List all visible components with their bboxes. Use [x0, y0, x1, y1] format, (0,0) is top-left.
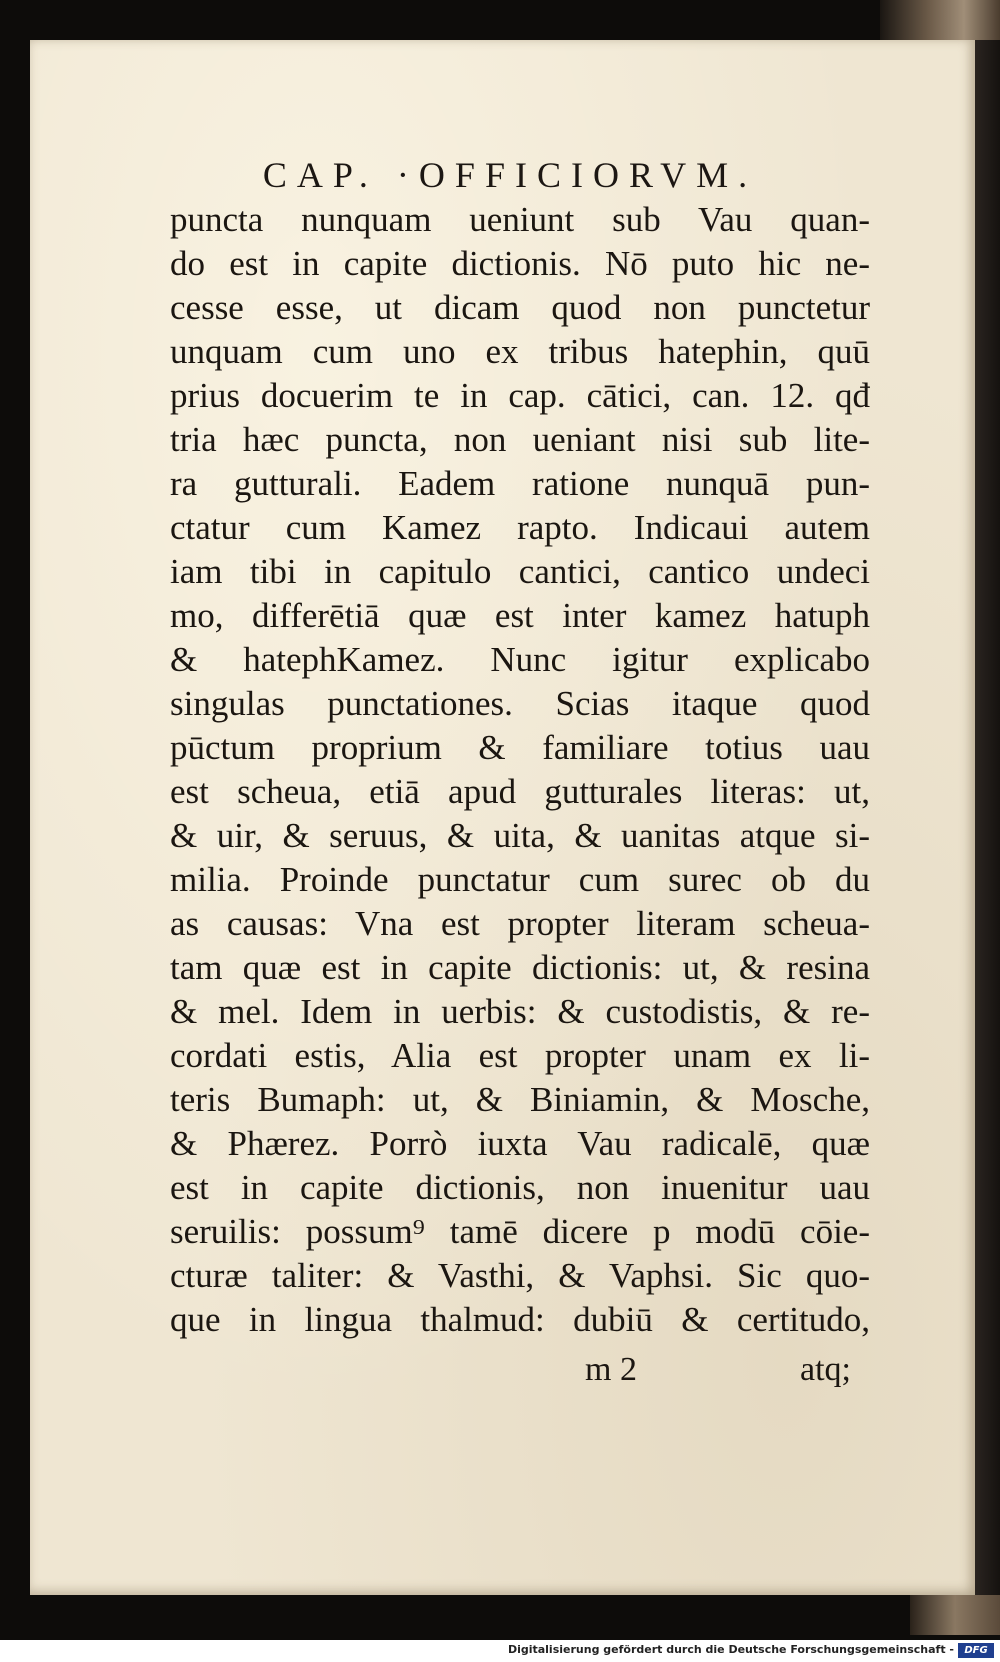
text-line: puncta nunquam ueniunt sub Vau quan- — [170, 200, 870, 239]
funding-credit: Digitalisierung gefördert durch die Deutsche Forschungsgemeinschaft - — [507, 1643, 954, 1656]
text-line: & Phærez. Porrò iuxta Vau radicalē, quæ — [170, 1124, 870, 1163]
text-line: & uir, & seruus, & uita, & uanitas atque si- — [170, 816, 870, 855]
text-line: mo, differētiā quæ est inter kamez hatuph — [170, 596, 870, 635]
text-line: as causas: Vna est propter literam scheua- — [170, 904, 870, 943]
digitization-footer — [0, 1640, 1000, 1662]
text-line: cturæ taliter: & Vasthi, & Vaphsi. Sic quo- — [170, 1256, 870, 1295]
book-cover-corner-bottom — [910, 1595, 1000, 1635]
book-page-edge — [975, 40, 1000, 1595]
text-line: prius docuerim te in cap. cātici, can. 12. qđ — [170, 376, 870, 415]
running-head: CAP. ·OFFICIORVM. — [262, 155, 758, 195]
text-line: ra gutturali. Eadem ratione nunquā pun- — [170, 464, 870, 503]
text-line: que in lingua thalmud: dubiū & certitudo, — [170, 1300, 870, 1339]
text-line: unquam cum uno ex tribus hatephin, quū — [170, 332, 870, 371]
text-line: tam quæ est in capite dictionis: ut, & resina — [170, 948, 870, 987]
text-line: milia. Proinde punctatur cum surec ob du — [170, 860, 870, 899]
signature-mark: m 2 — [585, 1351, 637, 1388]
book-cover-corner-top — [880, 0, 1000, 40]
text-line: & mel. Idem in uerbis: & custodistis, & re- — [170, 992, 870, 1031]
text-line: teris Bumaph: ut, & Biniamin, & Mosche, — [170, 1080, 870, 1119]
text-line: pūctum proprium & familiare totius uau — [170, 728, 870, 767]
text-line: do est in capite dictionis. Nō puto hic ne- — [170, 244, 870, 283]
text-line: & hatephKamez. Nunc igitur explicabo — [170, 640, 870, 679]
catchword: atq; — [800, 1351, 851, 1388]
text-line: tria hæc puncta, non ueniant nisi sub lite- — [170, 420, 870, 459]
text-line: singulas punctationes. Scias itaque quod — [170, 684, 870, 723]
text-line: cesse esse, ut dicam quod non punctetur — [170, 288, 870, 327]
text-line: ctatur cum Kamez rapto. Indicaui autem — [170, 508, 870, 547]
text-line: iam tibi in capitulo cantici, cantico undeci — [170, 552, 870, 591]
dfg-logo-icon: DFG — [958, 1643, 994, 1658]
text-line: est in capite dictionis, non inuenitur uau — [170, 1168, 870, 1207]
body-text — [170, 198, 870, 1342]
text-line: cordati estis, Alia est propter unam ex li- — [170, 1036, 870, 1075]
text-line: seruilis: possum⁹ tamē dicere p modū cōie- — [170, 1212, 870, 1251]
text-line: est scheua, etiā apud gutturales literas: ut, — [170, 772, 870, 811]
